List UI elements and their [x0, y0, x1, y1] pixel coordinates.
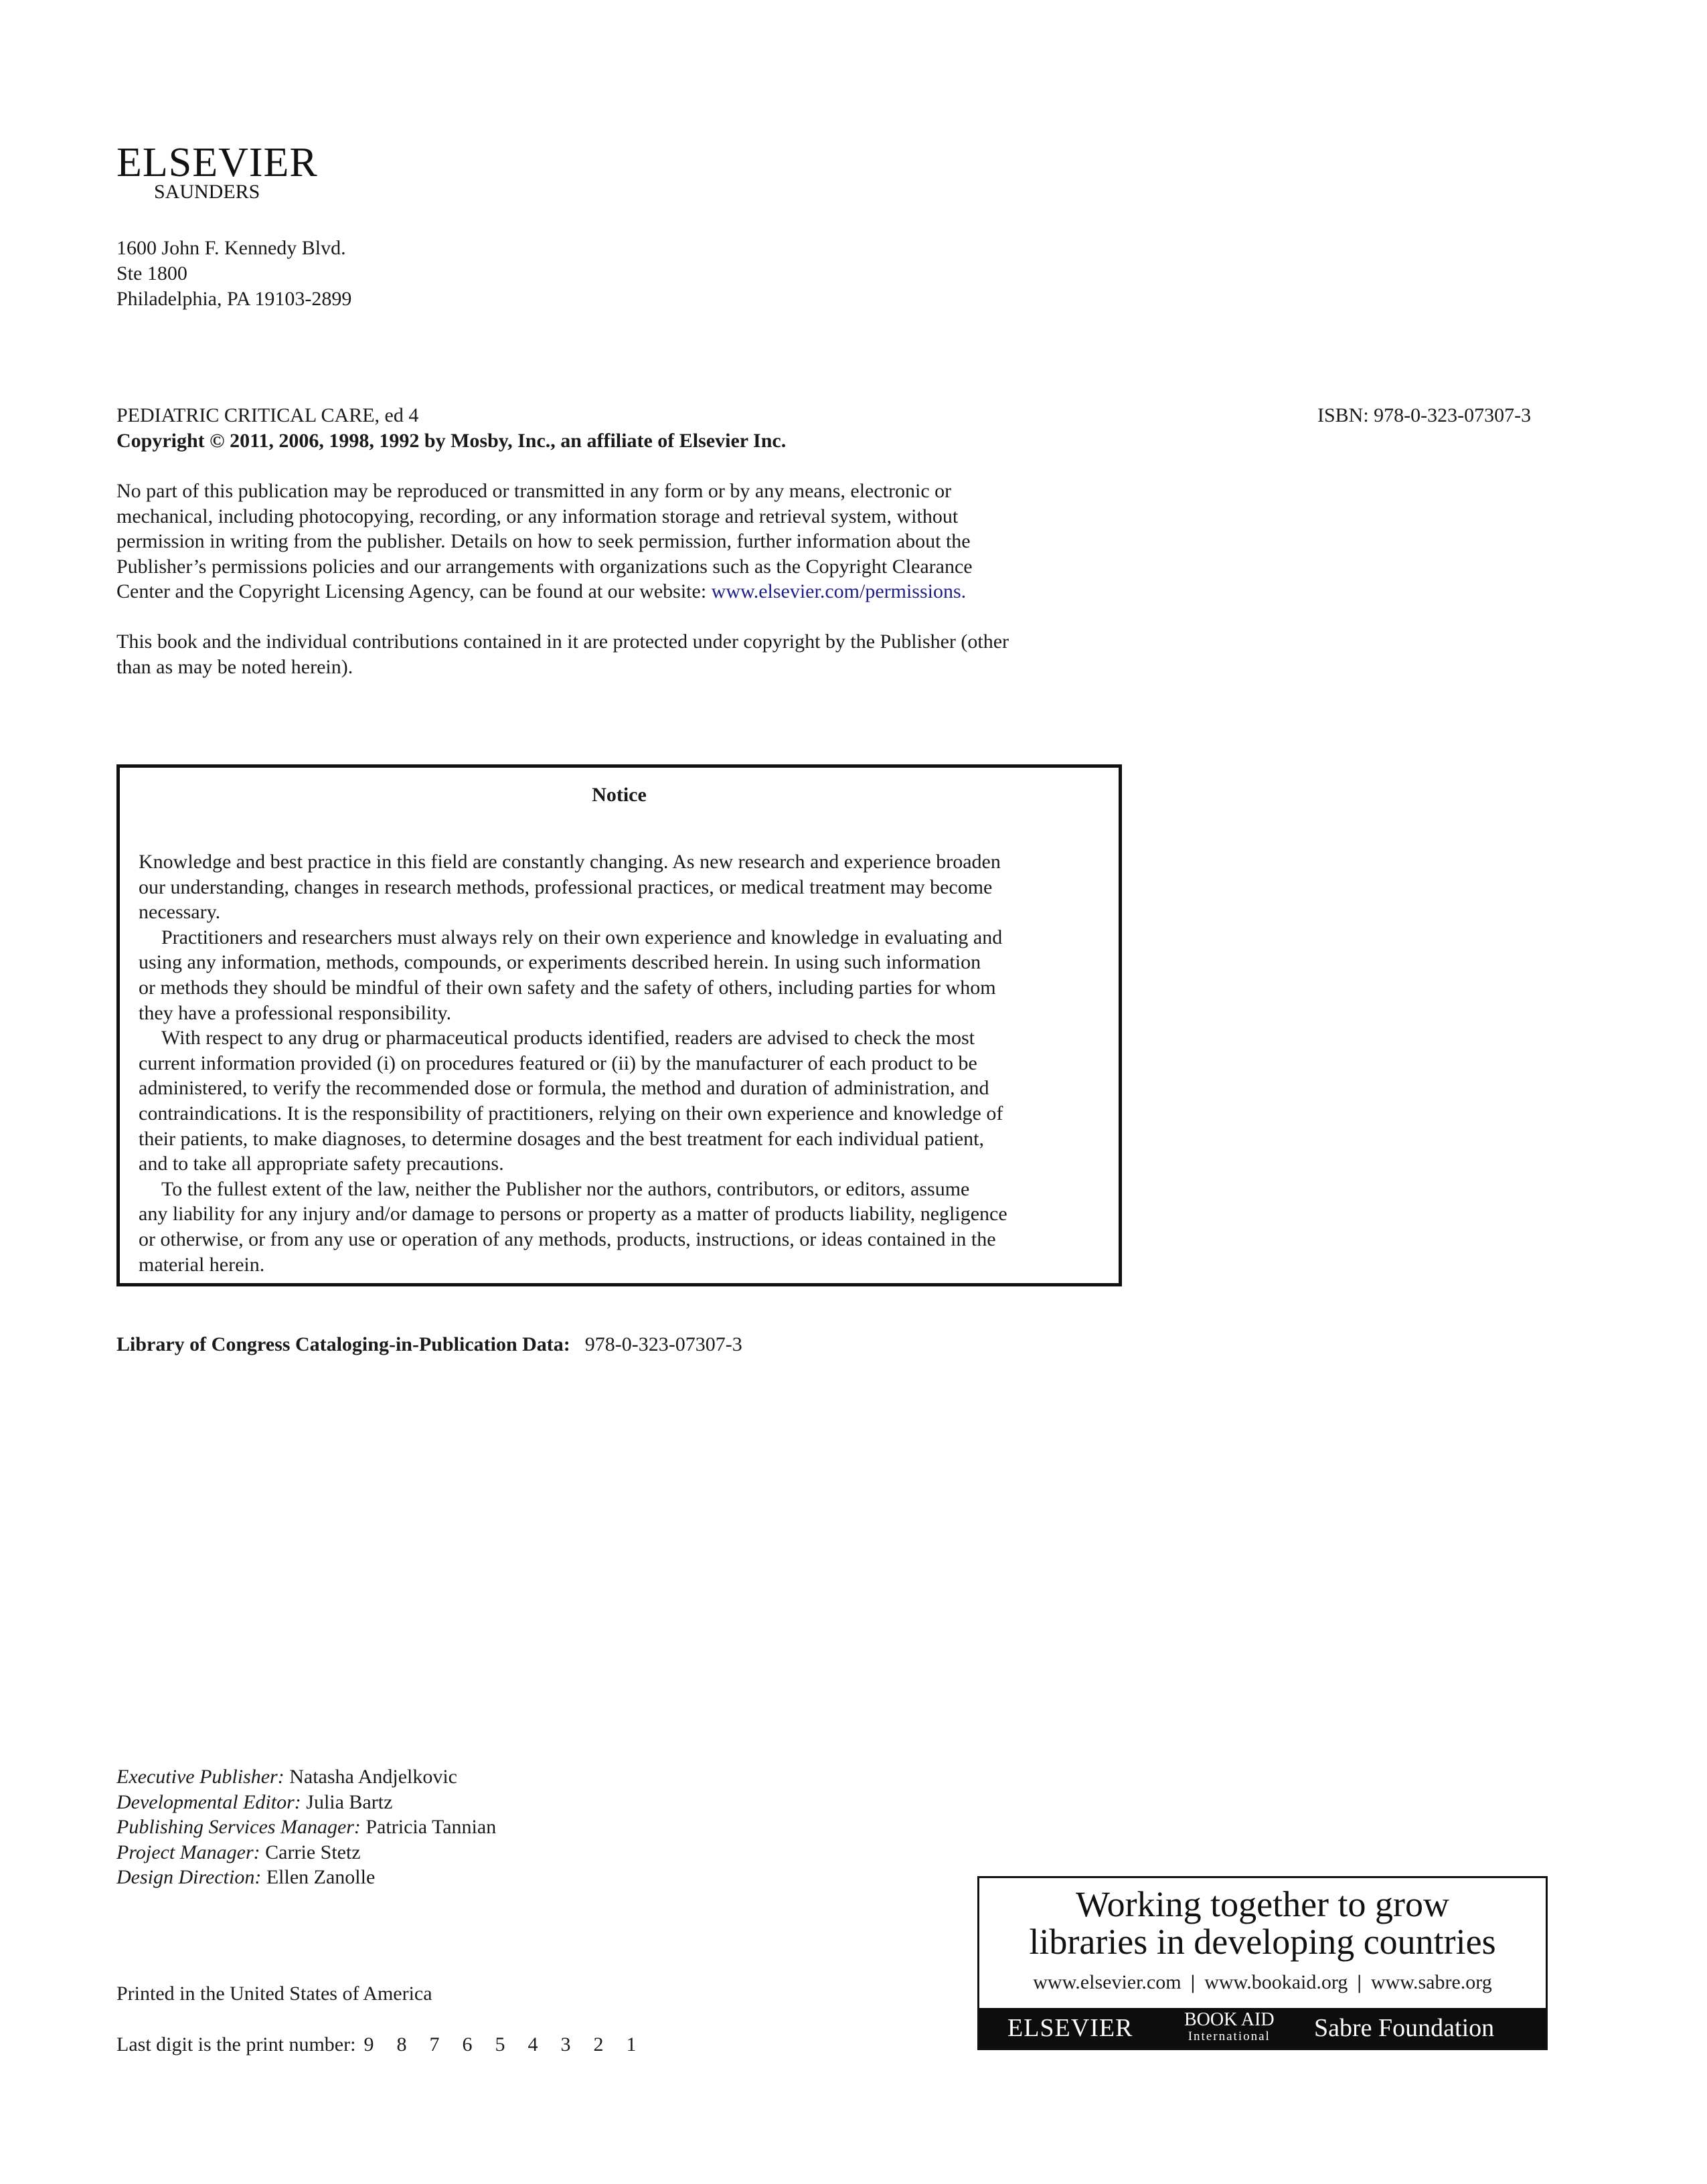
- notice-body: [139, 849, 1007, 1277]
- notice-line: contraindications. It is the responsibility of practitioners, relying on their own experience and knowledge of: [139, 1102, 1003, 1124]
- notice-line: they have a professional responsibility.: [139, 1001, 452, 1024]
- notice-line: necessary.: [139, 901, 221, 924]
- notice-line: and to take all appropriate safety precautions.: [139, 1153, 504, 1175]
- loc-value: 978-0-323-07307-3: [584, 1333, 742, 1355]
- link-separator: |: [1357, 1971, 1362, 1993]
- printed-in: Printed in the United States of America: [116, 1983, 432, 2005]
- print-digit: 9: [363, 2033, 374, 2055]
- rights-paragraph: [116, 479, 1147, 604]
- libraries-banner: [977, 1876, 1548, 2050]
- bookaid-logo-bottom: International: [1188, 2029, 1271, 2043]
- credits-list: [116, 1764, 496, 1890]
- paragraph-line: No part of this publication may be reproduced or transmitted in any form or by any means, electronic or: [116, 480, 952, 502]
- bookaid-link[interactable]: www.bookaid.org: [1204, 1971, 1348, 1993]
- notice-line: any liability for any injury and/or damage to persons or property as a matter of products liability, negligence: [139, 1203, 1007, 1226]
- notice-line: using any information, methods, compounds, or experiments described herein. In using such information: [139, 951, 981, 974]
- credit-role: Design Direction:: [116, 1866, 262, 1888]
- notice-line: or otherwise, or from any use or operation of any methods, products, instructions, or ideas contained in the: [139, 1228, 996, 1250]
- print-digit: 2: [593, 2033, 604, 2055]
- notice-line: current information provided (i) on procedures featured or (ii) by the manufacturer of each product to be: [139, 1052, 977, 1074]
- address-line: Ste 1800: [116, 262, 187, 284]
- sabre-logo: Sabre Foundation: [1314, 2014, 1495, 2042]
- paragraph-line: mechanical, including photocopying, recording, or any information storage and retrieval system, without: [116, 505, 959, 527]
- address-line: Philadelphia, PA 19103-2899: [116, 288, 352, 310]
- isbn: ISBN: 978-0-323-07307-3: [1317, 404, 1532, 426]
- banner-links: [979, 1970, 1546, 1995]
- paragraph-line: This book and the individual contributions contained in it are protected under copyright by the Publisher (other: [116, 631, 1009, 653]
- book-title: PEDIATRIC CRITICAL CARE, ed 4: [116, 404, 419, 426]
- paragraph-line: than as may be noted herein).: [116, 655, 353, 678]
- notice-line: Knowledge and best practice in this field are constantly changing. As new research and experience broaden: [139, 851, 1001, 873]
- publisher-logo: [116, 142, 318, 202]
- publisher-address: [116, 236, 351, 312]
- notice-title: Notice: [592, 784, 647, 806]
- print-digit: 8: [396, 2033, 407, 2055]
- notice-line: With respect to any drug or pharmaceutical products identified, readers are advised to check the most: [161, 1027, 975, 1049]
- credit-name: Ellen Zanolle: [266, 1866, 376, 1888]
- notice-line: or methods they should be mindful of their own safety and the safety of others, including parties for whom: [139, 976, 996, 999]
- credit-role: Developmental Editor:: [116, 1790, 301, 1813]
- notice-line: To the fullest extent of the law, neither the Publisher nor the authors, contributors, or editors, assume: [161, 1177, 970, 1200]
- credit-row: [116, 1840, 496, 1865]
- print-number-label: Last digit is the print number:: [116, 2033, 356, 2055]
- credit-name: Carrie Stetz: [265, 1841, 361, 1863]
- copyright-line: Copyright © 2011, 2006, 1998, 1992 by Mosby, Inc., an affiliate of Elsevier Inc.: [116, 430, 787, 452]
- bookaid-logo-top: BOOK AID: [1184, 2009, 1275, 2030]
- notice-line: Practitioners and researchers must always rely on their own experience and knowledge in evaluating and: [161, 926, 1003, 948]
- print-digit: 4: [527, 2033, 538, 2055]
- logo-saunders-text: SAUNDERS: [154, 181, 260, 203]
- logo-elsevier-text: ELSEVIER: [116, 140, 318, 185]
- print-digit: 7: [429, 2033, 440, 2055]
- credit-name: Natasha Andjelkovic: [289, 1766, 458, 1788]
- notice-line: their patients, to make diagnoses, to determine dosages and the best treatment for each individual patient,: [139, 1127, 984, 1150]
- credit-role: Executive Publisher:: [116, 1766, 284, 1788]
- banner-heading-line2: libraries in developing countries: [1029, 1922, 1496, 1962]
- permissions-link[interactable]: www.elsevier.com/permissions.: [711, 580, 967, 602]
- paragraph-line: [116, 579, 1147, 604]
- banner-logo-bar: [979, 2008, 1546, 2048]
- credit-row: [116, 1790, 496, 1815]
- paragraph-line: permission in writing from the publisher. Details on how to seek permission, further information about the: [116, 530, 971, 552]
- credit-name: Patricia Tannian: [365, 1816, 497, 1838]
- print-digit: 3: [560, 2033, 571, 2055]
- notice-line: administered, to verify the recommended dose or formula, the method and duration of administration, and: [139, 1077, 989, 1100]
- loc-cataloging: [116, 1332, 742, 1357]
- credit-row: [116, 1865, 496, 1890]
- bookaid-logo: [1184, 2011, 1275, 2044]
- credit-name: Julia Bartz: [306, 1790, 393, 1813]
- notice-line: material herein.: [139, 1253, 265, 1276]
- paragraph-text: Center and the Copyright Licensing Agency, can be found at our website:: [116, 580, 712, 602]
- print-digit: 6: [462, 2033, 473, 2055]
- link-separator: |: [1190, 1971, 1196, 1993]
- protected-paragraph: [116, 629, 1147, 679]
- print-digit: 1: [626, 2033, 637, 2055]
- banner-heading-line1: Working together to grow: [1075, 1884, 1450, 1924]
- loc-label: Library of Congress Cataloging-in-Publication Data:: [116, 1333, 570, 1355]
- print-digit: 5: [495, 2033, 505, 2055]
- elsevier-link[interactable]: www.elsevier.com: [1033, 1971, 1182, 1993]
- notice-line: our understanding, changes in research methods, professional practices, or medical treatment may become: [139, 875, 993, 898]
- credit-row: [116, 1815, 496, 1840]
- credit-role: Publishing Services Manager:: [116, 1816, 361, 1838]
- elsevier-logo: ELSEVIER: [1007, 2014, 1133, 2042]
- print-number-line: [116, 2032, 659, 2057]
- sabre-link[interactable]: www.sabre.org: [1370, 1971, 1492, 1993]
- paragraph-line: Publisher’s permissions policies and our arrangements with organizations such as the Copyright Clearance: [116, 555, 973, 578]
- credit-role: Project Manager:: [116, 1841, 260, 1863]
- address-line: 1600 John F. Kennedy Blvd.: [116, 237, 346, 259]
- credit-row: [116, 1764, 496, 1790]
- notice-box: [116, 764, 1122, 1286]
